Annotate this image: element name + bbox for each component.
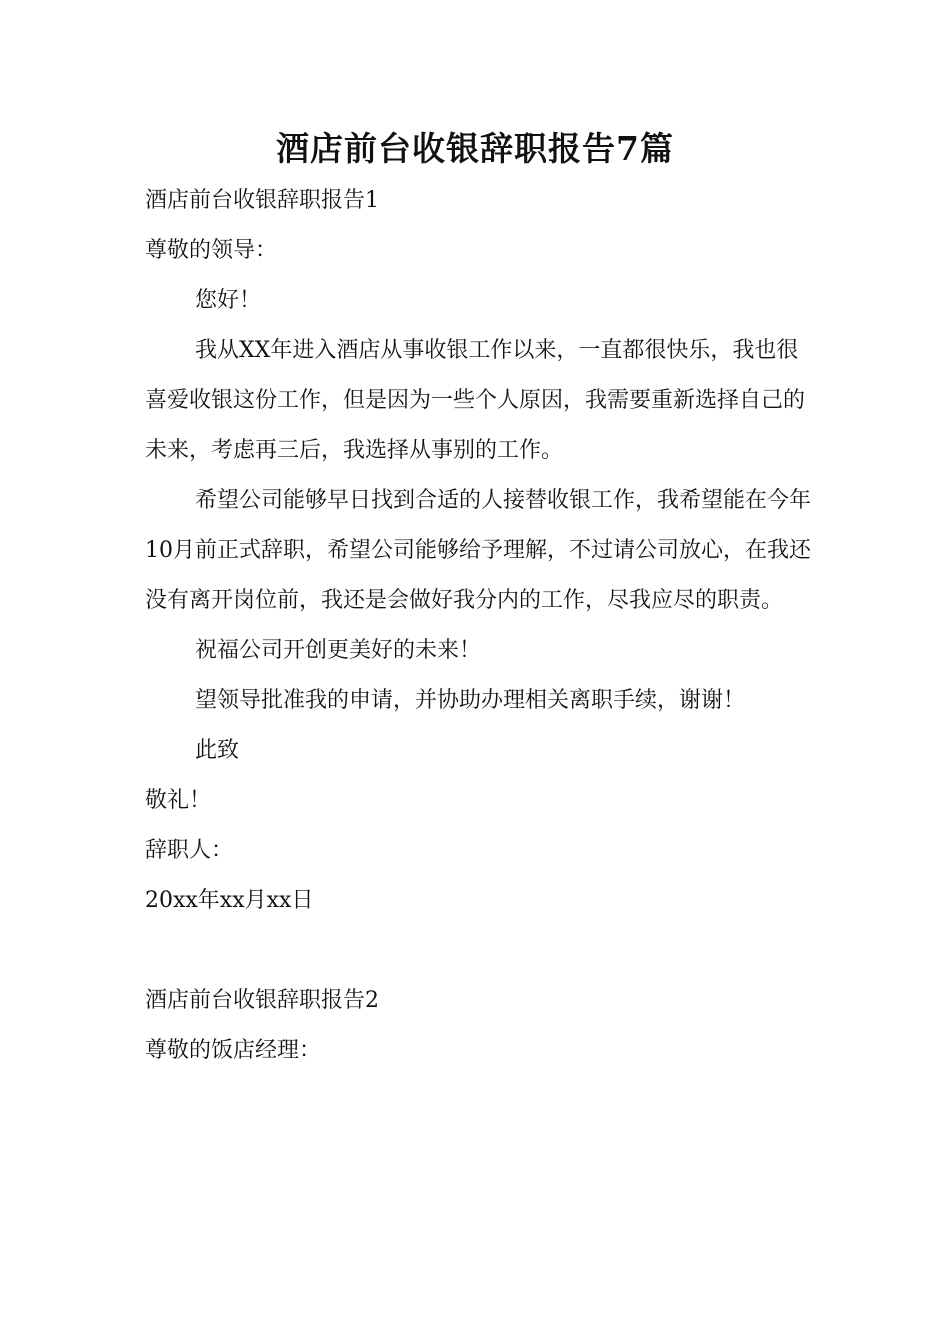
section-heading: 酒店前台收银辞职报告2 xyxy=(145,988,379,1013)
paragraph: 我从XX年进入酒店从事收银工作以来，一直都很快乐，我也很喜爱收银这份工作，但是因为一些个人原因，我需要重新选择自己的未来，考虑再三后，我选择从事别的工作。 xyxy=(145,338,806,463)
section-heading: 酒店前台收银辞职报告1 xyxy=(145,188,379,213)
signature-line: 辞职人： xyxy=(145,838,234,863)
paragraph: 祝福公司开创更美好的未来！ xyxy=(195,638,482,663)
salutation: 尊敬的领导： xyxy=(145,238,278,263)
document-body xyxy=(145,176,820,1076)
date-line: 20xx年xx月xx日 xyxy=(145,888,314,913)
greeting: 您好！ xyxy=(195,288,262,313)
closing-line: 此致 xyxy=(195,738,240,763)
paragraph: 望领导批准我的申请，并协助办理相关离职手续，谢谢！ xyxy=(195,688,746,713)
salutation: 尊敬的饭店经理： xyxy=(145,1038,322,1063)
document-title: 酒店前台收银辞职报告7篇 xyxy=(276,129,674,168)
paragraph: 希望公司能够早日找到合适的人接替收银工作，我希望能在今年10月前正式辞职，希望公司能够给予理解，不过请公司放心，在我还没有离开岗位前，我还是会做好我分内的工作，尽我应尽的职责。 xyxy=(145,488,812,613)
section-spacer xyxy=(145,926,820,976)
closing-line: 敬礼！ xyxy=(145,788,212,813)
